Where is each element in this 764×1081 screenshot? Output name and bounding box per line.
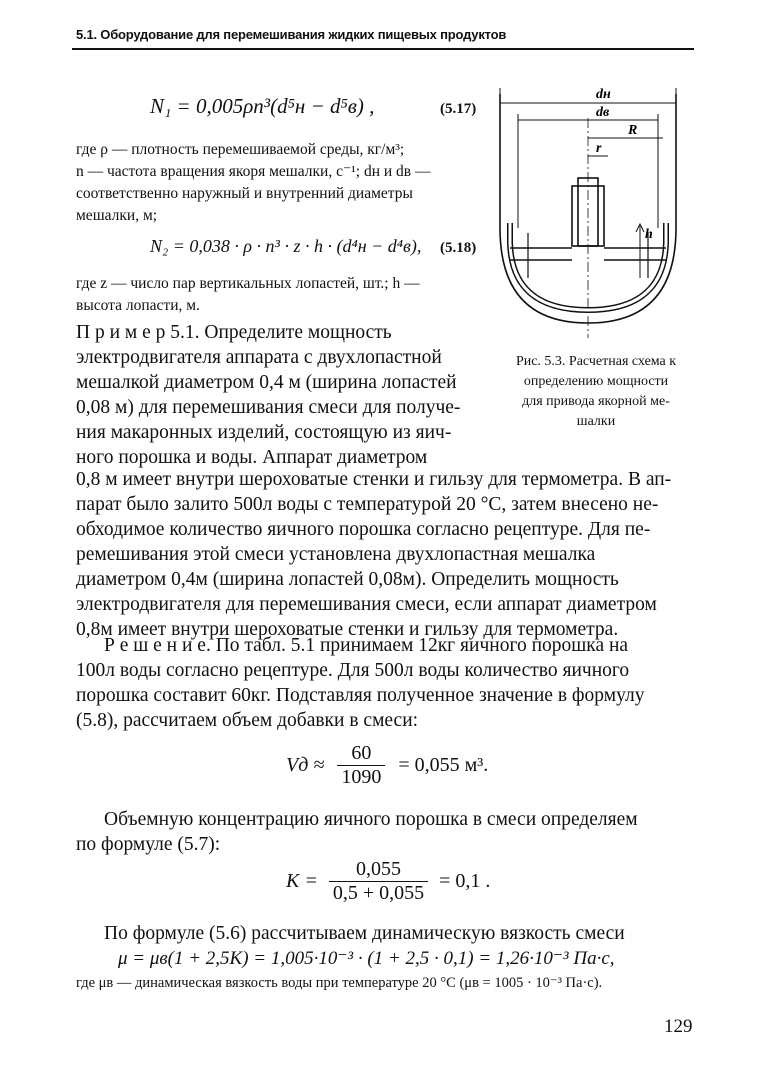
eq-lhs: K = — [286, 870, 318, 892]
figure-caption — [490, 352, 702, 432]
text-line: ремешивания этой смеси установлена двухлопастная мешалка — [76, 544, 596, 565]
label-dn: dн — [596, 87, 611, 102]
text-line: 0,08 м) для перемешивания смеси для получе- — [76, 397, 461, 418]
label-r: r — [596, 141, 602, 156]
running-header: 5.1. Оборудование для перемешивания жидких пищевых продуктов — [76, 27, 507, 42]
equation-number-5-17: (5.17) — [440, 101, 477, 117]
example-paragraph-narrow — [76, 320, 476, 470]
caption-line: для привода якорной ме- — [522, 394, 670, 409]
equation-5-17: N₁ = 0,005ρn³(d⁵н − d⁵в) , — [150, 94, 375, 118]
text-line: диаметром 0,4м (ширина лопастей 0,08м). Определить мощность — [76, 569, 619, 590]
equation-5-18: N₂ = 0,038 · ρ · n³ · z · h · (d⁴н − d⁴в), — [150, 236, 422, 256]
concentration-paragraph — [76, 807, 698, 857]
caption-line: определению мощности — [523, 374, 669, 389]
text-line: порошка составит 60кг. Подставляя полученное значение в формулу — [76, 685, 645, 706]
eq-rhs: = 0,1 . — [439, 870, 491, 892]
equation-viscosity: μ = μв(1 + 2,5K) = 1,005·10⁻³ · (1 + 2,5 · 0,1) = 1,26·10⁻³ Па·с, — [118, 948, 615, 969]
text-line: электродвигателя для перемешивания смеси, если аппарат диаметром — [76, 594, 657, 615]
text-line: высота лопасти, м. — [76, 297, 200, 314]
label-R: R — [628, 123, 638, 138]
page-number: 129 — [664, 1016, 693, 1037]
equation-number-5-18: (5.18) — [440, 240, 477, 256]
equation-concentration — [286, 858, 490, 905]
denominator: 1090 — [337, 765, 385, 789]
label-h: h — [645, 227, 653, 242]
text-line: (5.8), рассчитаем объем добавки в смеси: — [76, 710, 419, 731]
text-line: ния макаронных изделий, состоящую из яич- — [76, 422, 452, 443]
viscosity-footnote: где μв — динамическая вязкость воды при температуре 20 °С (μв = 1005 · 10⁻³ Па·с). — [76, 975, 603, 991]
text-line: мешалки, м; — [76, 207, 158, 224]
where-block-2 — [76, 273, 476, 317]
where-block-1 — [76, 139, 476, 227]
caption-line: Рис. 5.3. Расчетная схема к — [515, 354, 677, 369]
text-line: ного порошка и воды. Аппарат диаметром — [76, 447, 428, 468]
text-line: парат было залито 500л воды с температурой 20 °С, затем внесено не- — [76, 494, 659, 515]
numerator: 60 — [351, 742, 372, 764]
text-line: электродвигателя аппарата с двухлопастной — [76, 347, 442, 368]
label-dv: dв — [596, 105, 610, 120]
numerator: 0,055 — [355, 858, 401, 880]
example-paragraph-wide — [76, 467, 698, 642]
eq-rhs: = 0,055 м³. — [398, 754, 489, 776]
eq-lhs: Vд ≈ — [286, 754, 325, 776]
solution-paragraph — [76, 633, 698, 733]
caption-line: шалки — [576, 414, 616, 429]
text-line: обходимое количество яичного порошка согласно рецептуре. Для пе- — [76, 519, 651, 540]
text-line: 0,8 м имеет внутри шероховатые стенки и гильзу для термометра. В ап- — [76, 469, 672, 490]
text-line: 100л воды согласно рецептуре. Для 500л воды количество яичного — [76, 660, 630, 681]
equation-volume — [286, 742, 488, 789]
text-line: П р и м е р 5.1. Определите мощность — [76, 322, 392, 343]
text-line: где z — число пар вертикальных лопастей, шт.; h — — [76, 275, 420, 292]
text-line: Р е ш е н и е. По табл. 5.1 принимаем 12кг яичного порошка на — [104, 635, 629, 656]
text-line: где ρ — плотность перемешиваемой среды, кг/м³; — [76, 141, 405, 158]
anchor-mixer-diagram — [488, 78, 688, 338]
fraction — [329, 858, 428, 905]
denominator: 0,5 + 0,055 — [329, 881, 428, 905]
viscosity-paragraph: По формуле (5.6) рассчитываем динамическую вязкость смеси — [104, 923, 625, 944]
text-line: Объемную концентрацию яичного порошка в смеси определяем — [104, 809, 638, 830]
text-line: 0,8м имеет внутри шероховатые стенки и гильзу для термометра. — [76, 619, 619, 640]
fraction — [337, 742, 385, 789]
text-line: n — частота вращения якоря мешалки, с⁻¹; dн и dв — — [76, 163, 431, 180]
text-line: соответственно наружный и внутренний диаметры — [76, 185, 413, 202]
text-line: по формуле (5.7): — [76, 834, 221, 855]
text-line: мешалкой диаметром 0,4 м (ширина лопастей — [76, 372, 457, 393]
header-rule — [72, 48, 694, 50]
